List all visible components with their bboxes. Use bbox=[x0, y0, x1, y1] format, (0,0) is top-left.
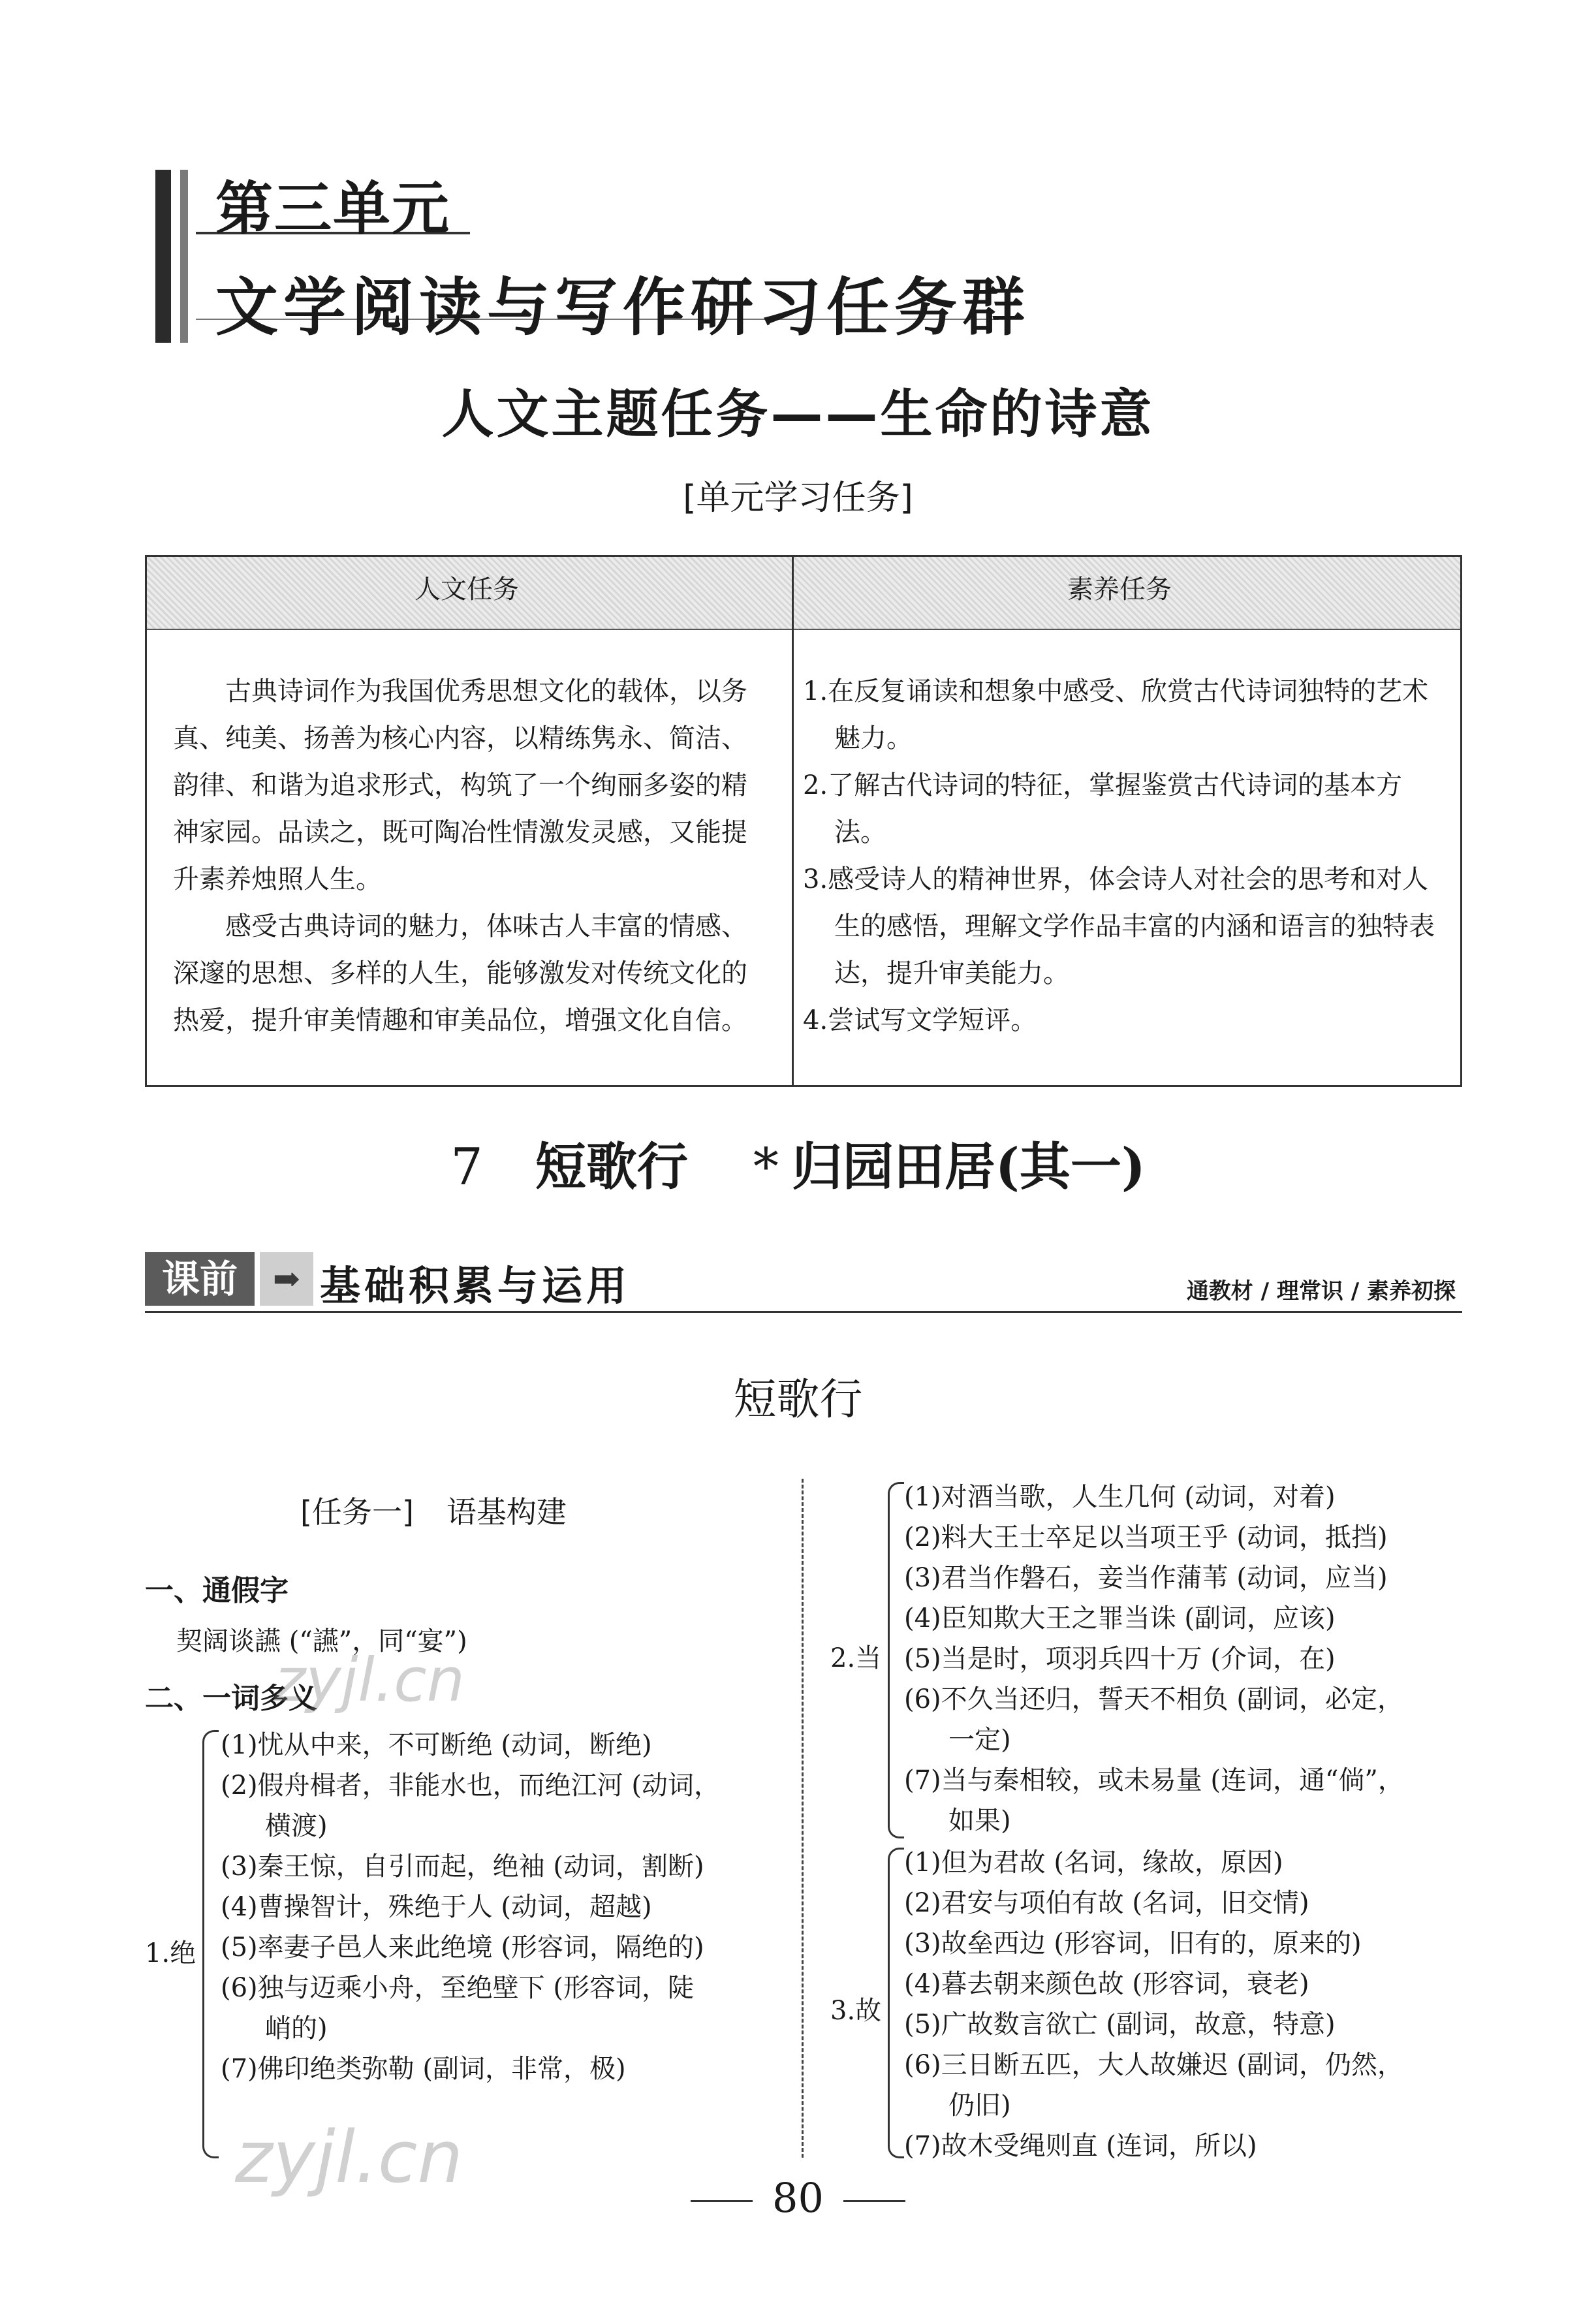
polysemy-heading: 二、一词多义 bbox=[145, 1682, 317, 1715]
table-column-divider bbox=[792, 557, 794, 1085]
unit-title: 第三单元 bbox=[215, 174, 451, 242]
watermark: zyjl.cn bbox=[235, 2115, 463, 2199]
list-item: (1)忧从中来，不可断绝 (动词，断绝) bbox=[221, 1730, 652, 1760]
list-item: (3)秦王惊，自引而起，绝袖 (动词，割断) bbox=[221, 1852, 704, 1882]
literacy-item: 3.感受诗人的精神世界，体会诗人对社会的思考和对人生的感悟，理解文学作品丰富的内涵和语言的独特表达，提升审美能力。 bbox=[803, 864, 1435, 988]
brace-dang bbox=[888, 1482, 904, 1838]
column-divider bbox=[802, 1479, 804, 2158]
list-item: (5)当是时，项羽兵四十万 (介词，在) bbox=[904, 1644, 1336, 1674]
list-item: (6)独与迈乘小舟，至绝壁下 (形容词，陡 bbox=[221, 1973, 694, 2003]
list-item: 如果) bbox=[948, 1806, 1011, 1836]
list-item: 一定) bbox=[948, 1725, 1011, 1755]
unit-subtitle: 文学阅读与写作研习任务群 bbox=[215, 270, 1030, 344]
watermark: zyjl.cn bbox=[274, 1645, 465, 1715]
table-header-row bbox=[147, 557, 1460, 630]
humanities-paragraph: 感受古典诗词的魅力，体味古人丰富的情感、深邃的思想、多样的人生，能够激发对传统文化的热爱，提升审美情趣和审美品位，增强文化自信。 bbox=[173, 911, 747, 1035]
list-item: (4)臣知欺大王之罪当诛 (副词，应该) bbox=[904, 1603, 1336, 1633]
lesson-title bbox=[0, 1126, 1596, 1199]
list-item: 仍旧) bbox=[948, 2090, 1011, 2120]
section-title: 基础积累与运用 bbox=[320, 1262, 631, 1310]
optional-star: * bbox=[753, 1138, 779, 1197]
task-label: [任务一] bbox=[300, 1494, 414, 1530]
list-item: (3)故垒西边 (形容词，旧有的，原来的) bbox=[904, 1929, 1362, 1959]
list-item: (4)曹操智计，殊绝于人 (动词，超越) bbox=[221, 1892, 652, 1922]
list-item: (2)假舟楫者，非能水也，而绝江河 (动词， bbox=[221, 1771, 720, 1801]
section-rule bbox=[145, 1311, 1462, 1313]
literacy-item: 4.尝试写文学短评。 bbox=[803, 1005, 1037, 1035]
theme-title: 人文主题任务——生命的诗意 bbox=[441, 384, 1155, 445]
tongjiazi-line: 契阔谈讌 (“讌”，同“宴”) bbox=[176, 1626, 467, 1656]
poem-title: 短歌行 bbox=[733, 1374, 863, 1425]
tongjiazi-heading: 一、通假字 bbox=[145, 1574, 289, 1607]
list-item: (6)不久当还归，誓天不相负 (副词，必定， bbox=[904, 1684, 1403, 1714]
list-item: (2)君安与项伯有故 (名词，旧交情) bbox=[904, 1888, 1309, 1918]
table-header-literacy: 素养任务 bbox=[1067, 575, 1172, 605]
list-item: (7)佛印绝类弥勒 (副词，非常，极) bbox=[221, 2054, 626, 2084]
unit-decor-bar bbox=[155, 170, 171, 343]
list-item: (1)对酒当歌，人生几何 (动词，对着) bbox=[904, 1482, 1336, 1512]
humanities-paragraph: 古典诗词作为我国优秀思想文化的载体，以务真、纯美、扬善为核心内容，以精练隽永、简洁、韵律、和谐为追求形式，构筑了一个绚丽多姿的精神家园。品读之，既可陶冶性情激发灵感，又能提升素养烛照人生。 bbox=[173, 676, 747, 894]
list-item: (3)君当作磐石，妾当作蒲苇 (动词，应当) bbox=[904, 1563, 1388, 1593]
brace-gu bbox=[888, 1848, 904, 2158]
lesson-title-1: 短歌行 bbox=[535, 1137, 688, 1197]
table-header-humanities: 人文任务 bbox=[415, 575, 519, 605]
section-tag: 课前 bbox=[145, 1252, 255, 1306]
page-number bbox=[0, 2174, 1596, 2222]
word-label-gu: 3.故 bbox=[830, 1996, 882, 2026]
list-item: (5)广故数言欲亡 (副词，故意，特意) bbox=[904, 2010, 1336, 2040]
section-subtitle: 通教材 / 理常识 / 素养初探 bbox=[1186, 1278, 1456, 1304]
humanities-task-cell bbox=[173, 668, 767, 1044]
list-item: (2)料大王士卒足以当项王乎 (动词，抵挡) bbox=[904, 1522, 1388, 1553]
list-item: 横渡) bbox=[265, 1811, 328, 1841]
page-number-value: 80 bbox=[772, 2174, 824, 2222]
list-item: 峭的) bbox=[265, 2013, 328, 2043]
literacy-task-cell bbox=[803, 668, 1449, 1044]
list-item: (4)暮去朝来颜色故 (形容词，衰老) bbox=[904, 1969, 1309, 1999]
literacy-item: 1.在反复诵读和想象中感受、欣赏古代诗词独特的艺术魅力。 bbox=[803, 676, 1429, 753]
lesson-number: 7 bbox=[450, 1138, 483, 1197]
list-item: (7)故木受绳则直 (连词，所以) bbox=[904, 2131, 1257, 2161]
unit-task-title: [单元学习任务] bbox=[683, 479, 913, 518]
list-item: (6)三日断五匹，大人故嫌迟 (副词，仍然， bbox=[904, 2050, 1403, 2080]
task-table bbox=[145, 555, 1462, 1087]
task-name: 语基构建 bbox=[446, 1494, 567, 1530]
task-heading bbox=[300, 1489, 567, 1532]
literacy-item: 2.了解古代诗词的特征，掌握鉴赏古代诗词的基本方法。 bbox=[803, 770, 1403, 847]
brace-jue bbox=[202, 1730, 219, 2158]
arrow-right-icon: ➡ bbox=[260, 1252, 313, 1306]
lesson-title-2: 归园田居(其一) bbox=[791, 1137, 1146, 1197]
unit-decor-bar-light bbox=[180, 170, 188, 343]
list-item: (5)率妻子邑人来此绝境 (形容词，隔绝的) bbox=[221, 1932, 704, 1962]
list-item: (7)当与秦相较，或未易量 (连词，通“倘”， bbox=[904, 1765, 1404, 1795]
word-label-jue: 1.绝 bbox=[145, 1938, 196, 1968]
word-label-dang: 2.当 bbox=[830, 1643, 882, 1673]
dang-item-list bbox=[904, 1477, 1404, 1841]
gu-item-list bbox=[904, 1842, 1403, 2166]
list-item: (1)但为君故 (名词，缘故，原因) bbox=[904, 1848, 1283, 1878]
jue-item-list bbox=[221, 1725, 720, 2089]
